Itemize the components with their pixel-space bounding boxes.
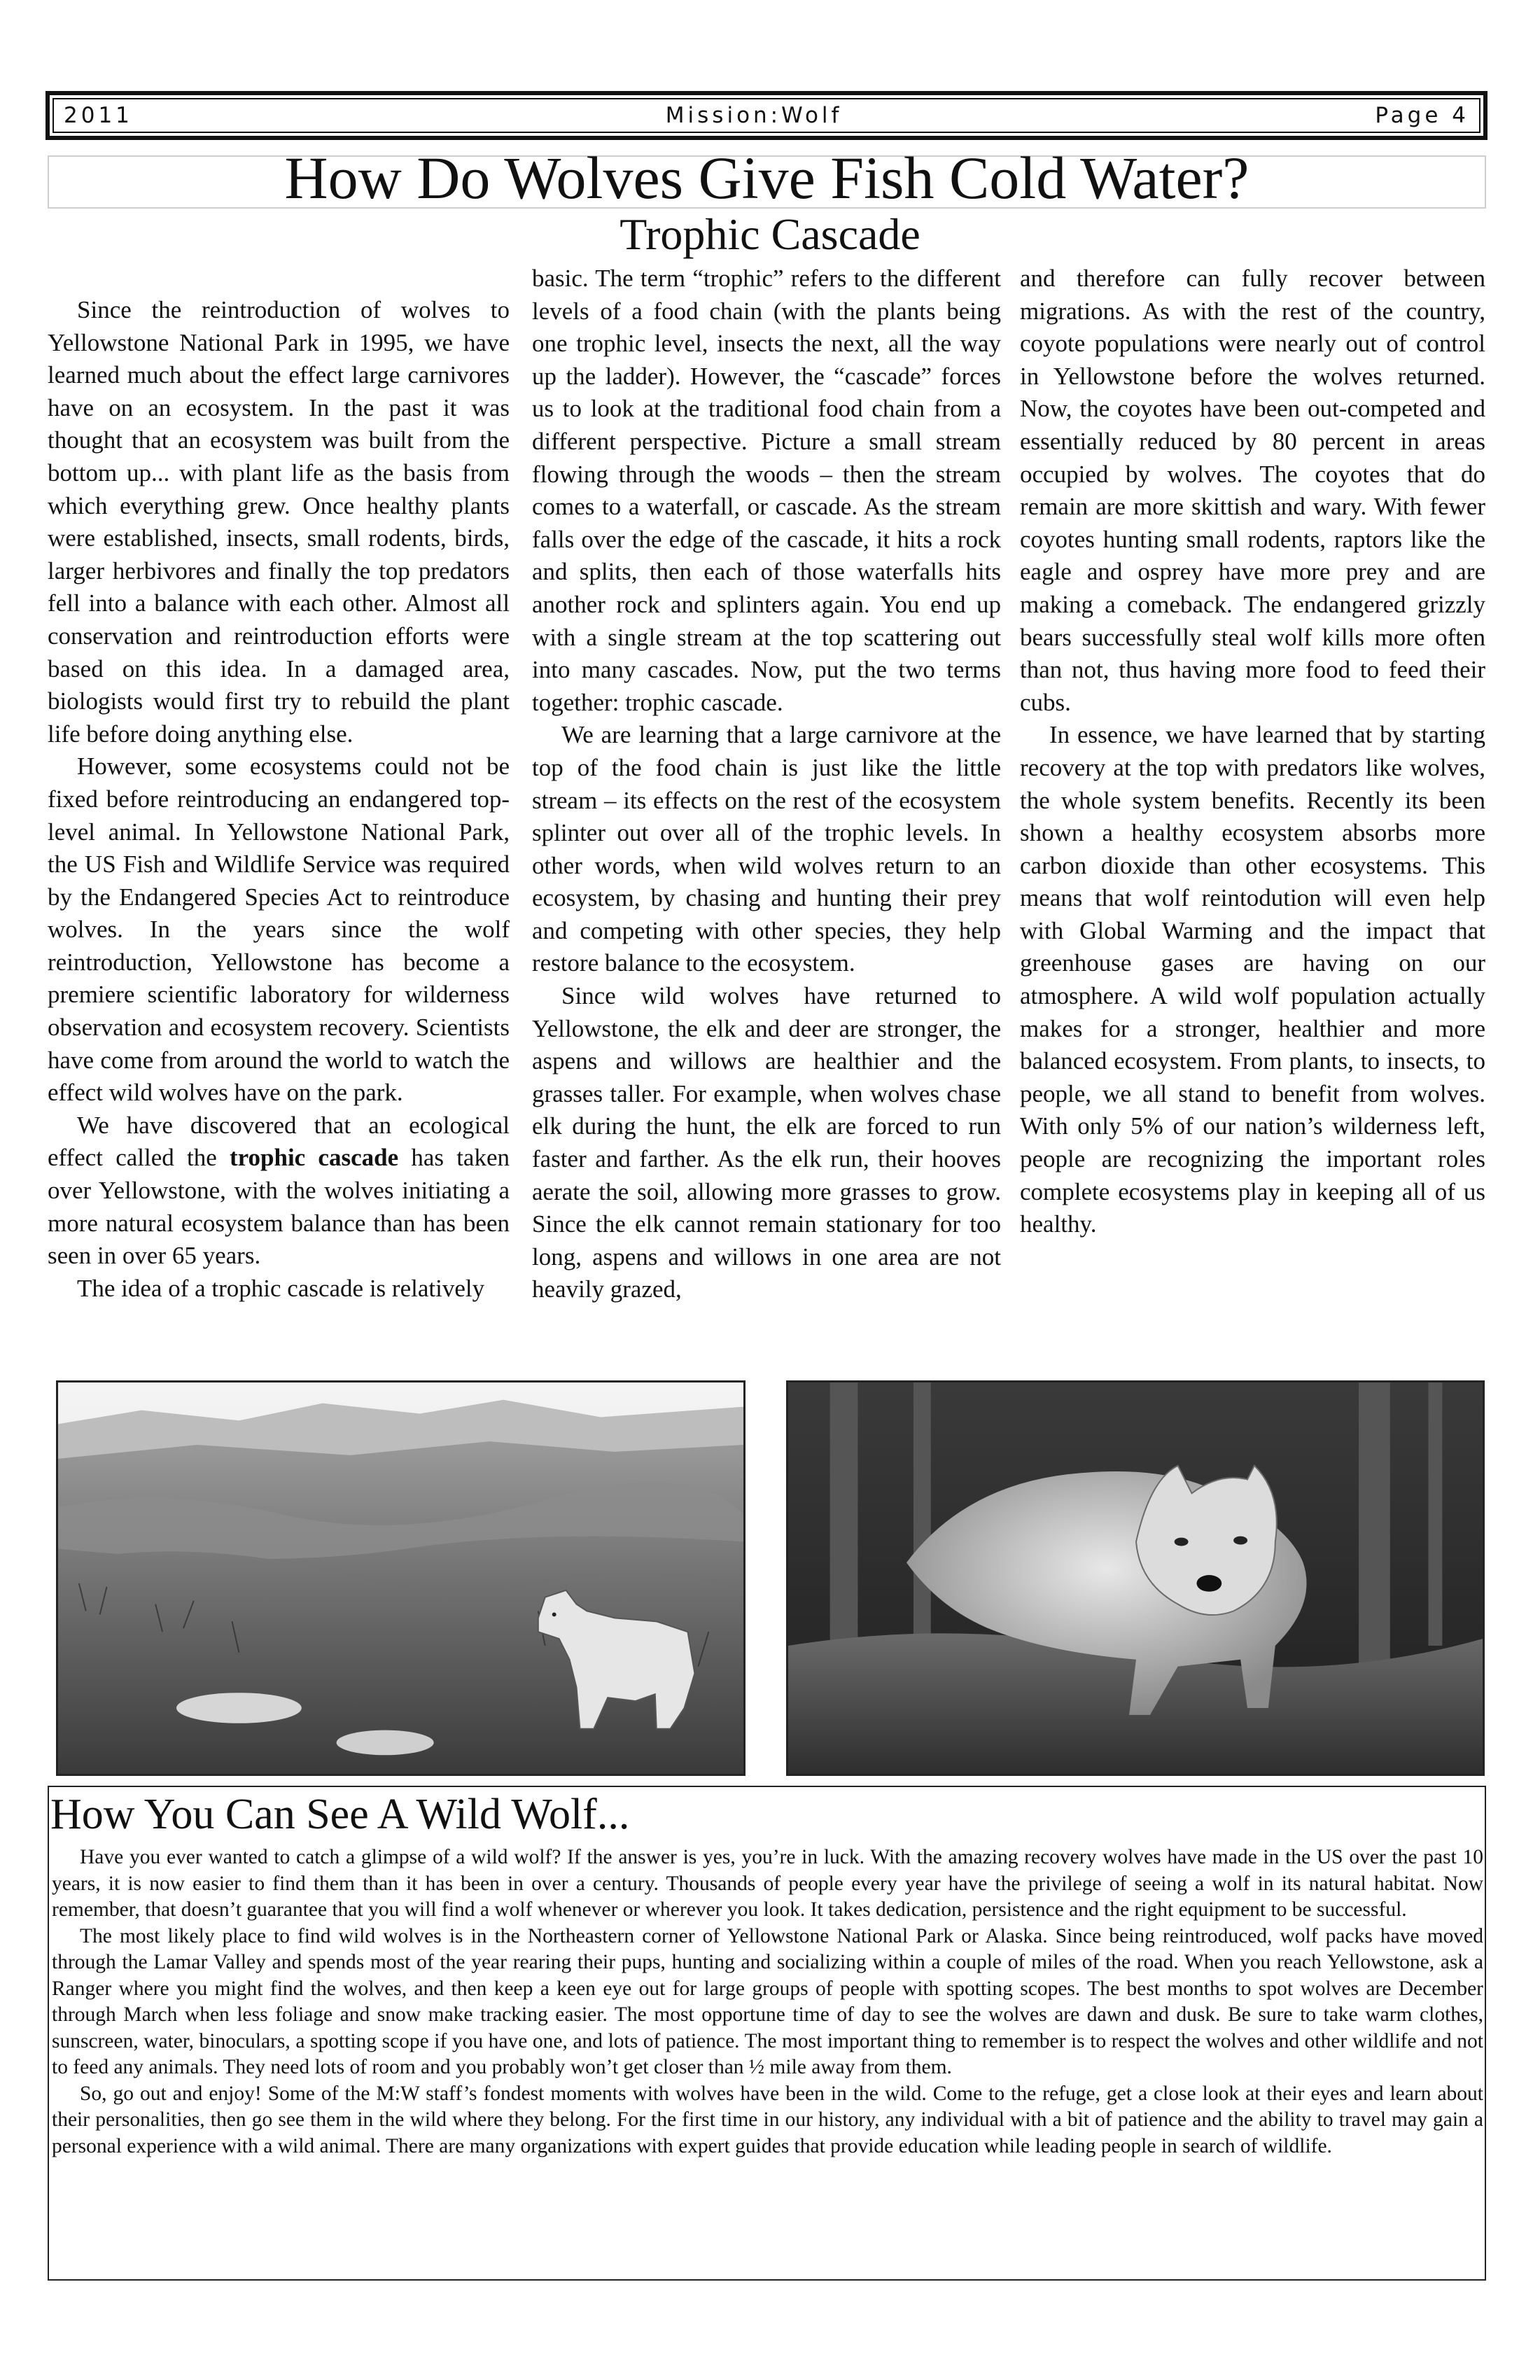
paragraph: We are learning that a large carnivore at the top of the food chain is just like the little stream – its effects on the rest of the ecosystem splinter out over all of the trophic levels. In other words, when wild wolves return to an ecosystem, by chasing and hunting their prey and competing with other species, they help restore balance to the ecosystem. xyxy=(532,721,1001,977)
paragraph: Since the reintroduction of wolves to Yellowstone National Park in 1995, we have learned much about the effect large carnivores have on an ecosystem. In the past it was thought that an ecosystem was built from the bottom up... with plant life as the basis from which everything grew. Once healthy plants were established, insects, small rodents, birds, larger herbivores and finally the top predators fell into a balance with each other. Almost all conservation and reintroduction efforts were based on this idea. In a damaged area, biologists would first try to rebuild the plant life before doing anything else. xyxy=(48,296,510,748)
wolf-landscape-photo xyxy=(56,1380,746,1776)
wolf-landscape-image xyxy=(58,1382,743,1774)
bold-term: trophic cascade xyxy=(229,1144,399,1172)
see-wild-wolf-section xyxy=(48,1786,1486,2281)
paragraph: Since wild wolves have returned to Yellowstone, the elk and deer are stronger, the aspens and willows are healthier and the grasses taller. For example, when wolves chase elk during the hunt, the elk are forced to run faster and farther. As the elk run, their hooves aerate the soil, allowing more grasses to grow. Since the elk cannot remain stationary for too long, aspens and willows in one area are not heavily grazed, xyxy=(532,982,1001,1303)
section-title: How You Can See A Wild Wolf... xyxy=(50,1791,630,1838)
article-column-2 xyxy=(532,262,1001,1306)
article-title-box xyxy=(48,144,1486,211)
header-bar xyxy=(52,98,1480,133)
paragraph: In essence, we have learned that by starting recovery at the top with predators like wolves, the whole system benefits. Recently its been shown a healthy ecosystem absorbs more carbon dioxide than other ecosystems. This means that wolf reintodution will even help with Global Warming and the impact that greenhouse gases are having on our atmosphere. A wild wolf population actually makes for a stronger, healthier and more balanced ecosystem. From plants, to insects, to people, we all stand to benefit from wolves. With only 5% of our nation’s wilderness left, people are recognizing the important roles complete ecosystems play in keeping all of us healthy. xyxy=(1020,721,1485,1238)
article-subtitle: Trophic Cascade xyxy=(620,209,920,259)
paragraph: basic. The term “trophic” refers to the different levels of a food chain (with the plants being one trophic level, insects the next, all the way up the ladder). However, the “cascade” forces us to look at the traditional food chain from a different perspective. Picture a small stream flowing through the woods – then the stream comes to a waterfall, or cascade. As the stream falls over the edge of the cascade, it hits a rock and splits, then each of those waterfalls hits another rock and splinters again. You end up with a single stream at the top scattering out into many cascades. Now, put the two terms together: trophic cascade. xyxy=(532,265,1001,716)
paragraph-text: We have discovered that an ecological effect called the xyxy=(48,1111,510,1172)
paragraph: The idea of a trophic cascade is relatively xyxy=(77,1274,485,1302)
wolf-closeup-photo xyxy=(786,1380,1485,1776)
paragraph: The most likely place to find wild wolves is in the Northeastern corner of Yellowstone National Park or Alaska. Since being reintroduced, wolf packs have moved through the Lamar Valley and spends most of the year rearing their pups, hunting and socializing within a couple of miles of the road. When you reach Yellowstone, ask a Ranger where you might find the wolves, and then keep a keen eye out for large groups of people with spotting scopes. The best months to spot wolves are December through March when less foliage and snow make tracking easier. The most opportune time of day to see the wolves are dawn and dusk. Be sure to take warm clothes, sunscreen, water, binoculars, a spotting scope if you have one, and lots of patience. The most important thing to remember is to respect the wolves and other wildlife and not to feed any animals. They need lots of room and you probably won’t get closer than ½ mile away from them. xyxy=(52,1924,1483,2078)
wolf-closeup-image xyxy=(788,1382,1483,1774)
section-body xyxy=(49,1839,1485,2160)
paragraph: So, go out and enjoy! Some of the M:W staff’s fondest moments with wolves have been in the wild. Come to the refuge, get a close look at their eyes and learn about their personalities, then go see them in the wild where they belong. For the first time in our history, any individual with a bit of patience and the ability to travel may gain a personal experience with a wild animal. There are many organizations with expert guides that provide education while leading people in search of wildlife. xyxy=(52,2082,1483,2157)
article-title: How Do Wolves Give Fish Cold Water? xyxy=(284,144,1250,211)
article-column-1 xyxy=(48,294,510,1305)
page-header xyxy=(46,91,1488,140)
paragraph-text: has taken over Yellowstone, with the wolves initiating a more natural ecosystem balance than has been seen in over 65 years. xyxy=(48,1144,510,1270)
paragraph: and therefore can fully recover between migrations. As with the rest of the country, coyote populations were nearly out of control in Yellowstone before the wolves returned. Now, the coyotes have been out-competed and essentially reduced by 80 percent in areas occupied by wolves. The coyotes that do remain are more skittish and wary. With fewer coyotes hunting small rodents, raptors like the eagle and osprey have more prey and are making a comeback. The endangered grizzly bears successfully steal wolf kills more often than not, thus having more food to feed their cubs. xyxy=(1020,265,1485,716)
paragraph: However, some ecosystems could not be fixed before reintroducing an endangered top-level animal. In Yellowstone National Park, the US Fish and Wildlife Service was required by the Endangered Species Act to reintroduce wolves. In the years since the wolf reintroduction, Yellowstone has become a premiere scientific laboratory for wilderness observation and ecosystem recovery. Scientists have come from around the world to watch the effect wild wolves have on the park. xyxy=(48,752,510,1107)
header-year: 2011 xyxy=(64,103,133,128)
article-column-3 xyxy=(1020,262,1485,1241)
header-page-number: Page 4 xyxy=(1375,103,1469,128)
header-publication: Mission:Wolf xyxy=(665,103,843,128)
paragraph: Have you ever wanted to catch a glimpse of a wild wolf? If the answer is yes, you’re in luck. With the amazing recovery wolves have made in the US over the past 10 years, it is now easier to find them than it has been in over a century. Thousands of people every year have the privilege of seeing a wolf in its natural habitat. Now remember, that doesn’t guarantee that you will find a wolf whenever or wherever you look. It takes dedication, persistence and the right equipment to be successful. xyxy=(52,1846,1483,1921)
paragraph xyxy=(48,1110,510,1273)
